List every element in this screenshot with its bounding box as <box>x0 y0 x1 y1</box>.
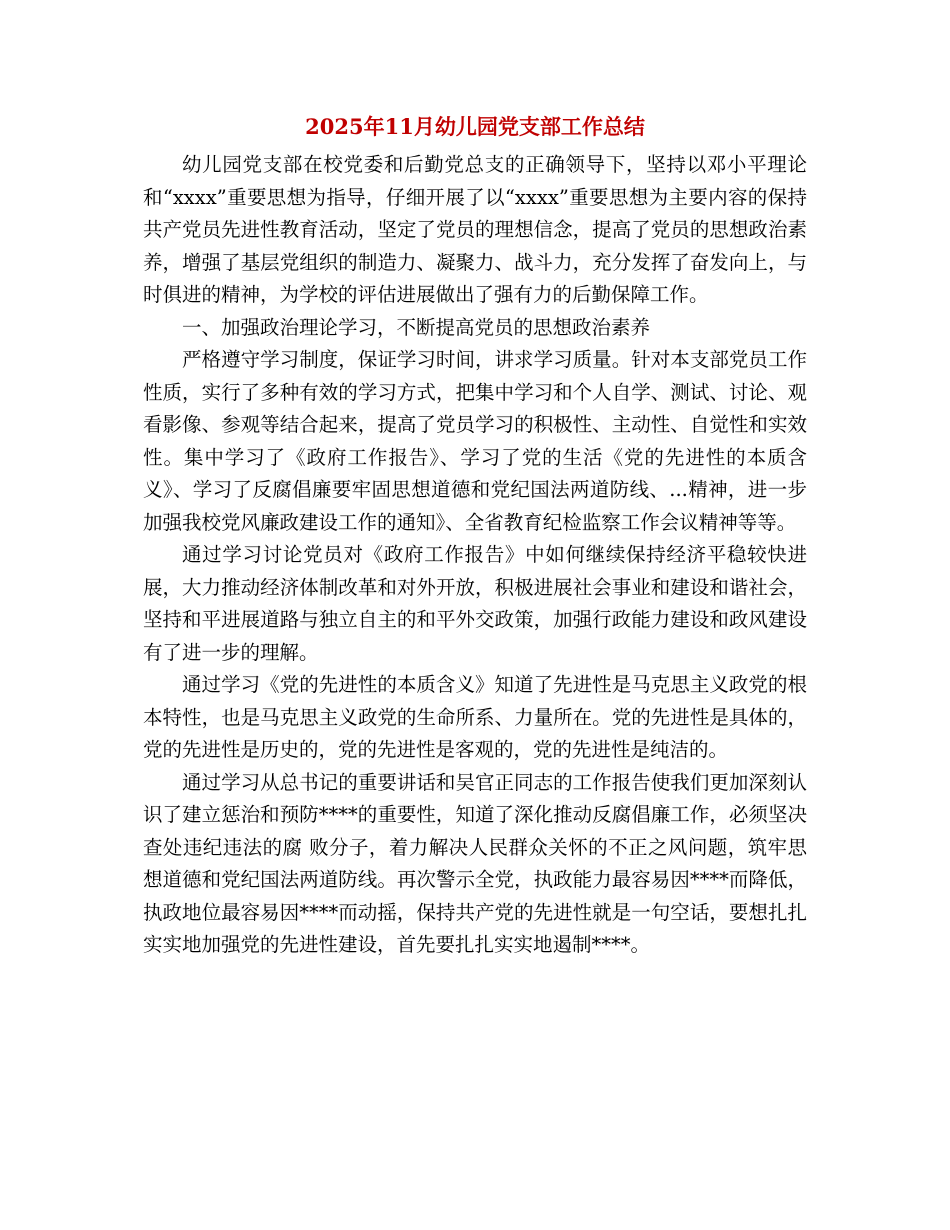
paragraph-government-report: 通过学习讨论党员对《政府工作报告》中如何继续保持经济平稳较快进展，大力推动经济体制改革和对外开放，积极进展社会事业和建设和谐社会，坚持和平进展道路与独立自主的和平外交政策，加强行政能力建设和政风建设有了进一步的理解。 <box>143 543 807 664</box>
document-title: 2025年11月幼儿园党支部工作总结 <box>305 114 645 139</box>
section-heading-1: 一、加强政治理论学习，不断提高党员的思想政治素养 <box>182 315 651 339</box>
paragraph-intro: 幼儿园党支部在校党委和后勤党总支的正确领导下，坚持以邓小平理论和“xxxx”重要思想为指导，仔细开展了以“xxxx”重要思想为主要内容的保持共产党员先进性教育活动，坚定了党员的理想信念，提高了党员的思想政治素养，增强了基层党组织的制造力、凝聚力、战斗力，充分发挥了奋发向上，与时俱进的精神，为学校的评估进展做出了强有力的后勤保障工作。 <box>143 153 807 306</box>
paragraph-study-system: 严格遵守学习制度，保证学习时间，讲求学习质量。针对本支部党员工作性质，实行了多种有效的学习方式，把集中学习和个人自学、测试、讨论、观看影像、参观等结合起来，提高了党员学习的积极性、主动性、自觉性和实效性。集中学习了《政府工作报告》、学习了党的生活《党的先进性的本质含义》、学习了反腐倡廉要牢固思想道德和党纪国法两道防线、...精神，进一步加强我校党风廉政建设工作的通知》、全省教育纪检监察工作会议精神等等。 <box>143 348 807 534</box>
paragraph-anti-corruption: 通过学习从总书记的重要讲话和吴官正同志的工作报告使我们更加深刻认识了建立惩治和预防****的重要性，知道了深化推动反腐倡廉工作，必须坚决查处违纪违法的腐 败分子，着力解决人民群众关怀的不正之风问题，筑牢思想道德和党纪国法两道防线。再次警示全党，执政能力最容易因****而降低，执政地位最容易因****而动摇，保持共产党的先进性就是一句空话，要想扎扎实实地加强党的先进性建设，首先要扎扎实实地遏制****。 <box>143 770 807 956</box>
document-body <box>143 149 807 962</box>
paragraph-party-advancement: 通过学习《党的先进性的本质含义》知道了先进性是马克思主义政党的根本特性，也是马克思主义政党的生命所系、力量所在。党的先进性是具体的，党的先进性是历史的，党的先进性是客观的，党的先进性是纯洁的。 <box>143 673 807 761</box>
